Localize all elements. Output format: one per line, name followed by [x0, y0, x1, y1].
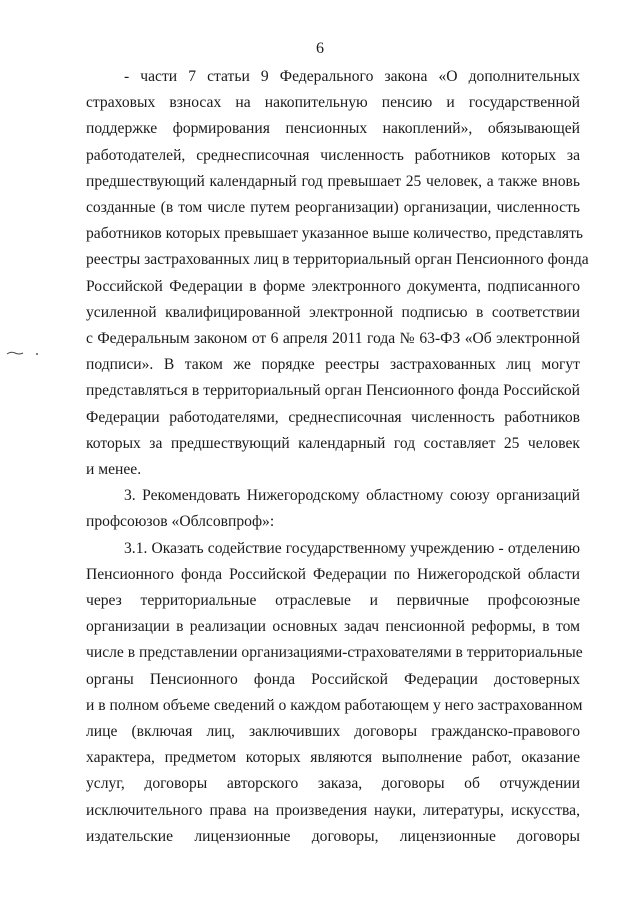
text-line: поддержке формирования пенсионных накоплений», обязывающей — [86, 120, 580, 138]
text-line: реестры застрахованных лиц в территориальный орган Пенсионного фонда — [86, 251, 589, 269]
scan-artifact-mark — [6, 349, 42, 357]
text-line: подписи». В таком же порядке реестры застрахованных лиц могут — [86, 356, 580, 374]
text-line: - части 7 статьи 9 Федерального закона «О дополнительных — [124, 68, 580, 85]
text-line: предшествующий календарный год превышает 25 человек, а также вновь — [86, 172, 580, 190]
text-line: которых за предшествующий календарный год составляет 25 человек — [86, 434, 580, 452]
text-line: издательские лицензионные договоры, лицензионные договоры — [86, 827, 580, 845]
text-line: страховых взносах на накопительную пенсию и государственной — [86, 94, 580, 112]
document-body — [86, 64, 589, 850]
text-line: и менее. — [86, 461, 142, 479]
text-line: числе в представлении организациями-страхователями в территориальные — [86, 644, 583, 662]
text-line: организации в реализации основных задач пенсионной реформы, в том — [86, 618, 580, 636]
text-line: Федерации работодателями, среднесписочная численность работников — [86, 408, 580, 426]
text-line: с Федеральным законом от 6 апреля 2011 года № 63-ФЗ «Об электронной — [86, 330, 580, 348]
text-line: услуг, договоры авторского заказа, договоры об отчуждении — [86, 775, 580, 793]
text-line: профсоюзов «Облсовпроф»: — [86, 513, 275, 531]
text-line: через территориальные отраслевые и первичные профсоюзные — [86, 592, 580, 610]
text-line: представляться в территориальный орган Пенсионного фонда Российской — [86, 382, 580, 400]
text-line: органы Пенсионного фонда Российской Федерации достоверных — [86, 670, 580, 688]
text-line: Российской Федерации в форме электронного документа, подписанного — [86, 277, 580, 295]
text-line: и в полном объеме сведений о каждом работающем у него застрахованном — [86, 696, 583, 714]
text-line: Пенсионного фонда Российской Федерации по Нижегородской области — [86, 565, 580, 583]
text-line: характера, предметом которых являются выполнение работ, оказание — [86, 749, 580, 767]
text-line: работников которых превышает указанное выше количество, представлять — [86, 225, 584, 243]
text-line: усиленной квалифицированной электронной подписью в соответствии — [86, 303, 580, 321]
text-line: лице (включая лиц, заключивших договоры гражданско-правового — [86, 723, 580, 741]
text-line: исключительного права на произведения науки, литературы, искусства, — [86, 801, 580, 819]
text-line: работодателей, среднесписочная численность работников которых за — [86, 146, 580, 164]
text-line: созданные (в том числе путем реорганизации) организации, численность — [86, 199, 580, 217]
text-line: 3. Рекомендовать Нижегородскому областному союзу организаций — [124, 487, 580, 505]
page-number: 6 — [316, 40, 324, 57]
text-line: 3.1. Оказать содействие государственному учреждению - отделению — [124, 539, 580, 557]
